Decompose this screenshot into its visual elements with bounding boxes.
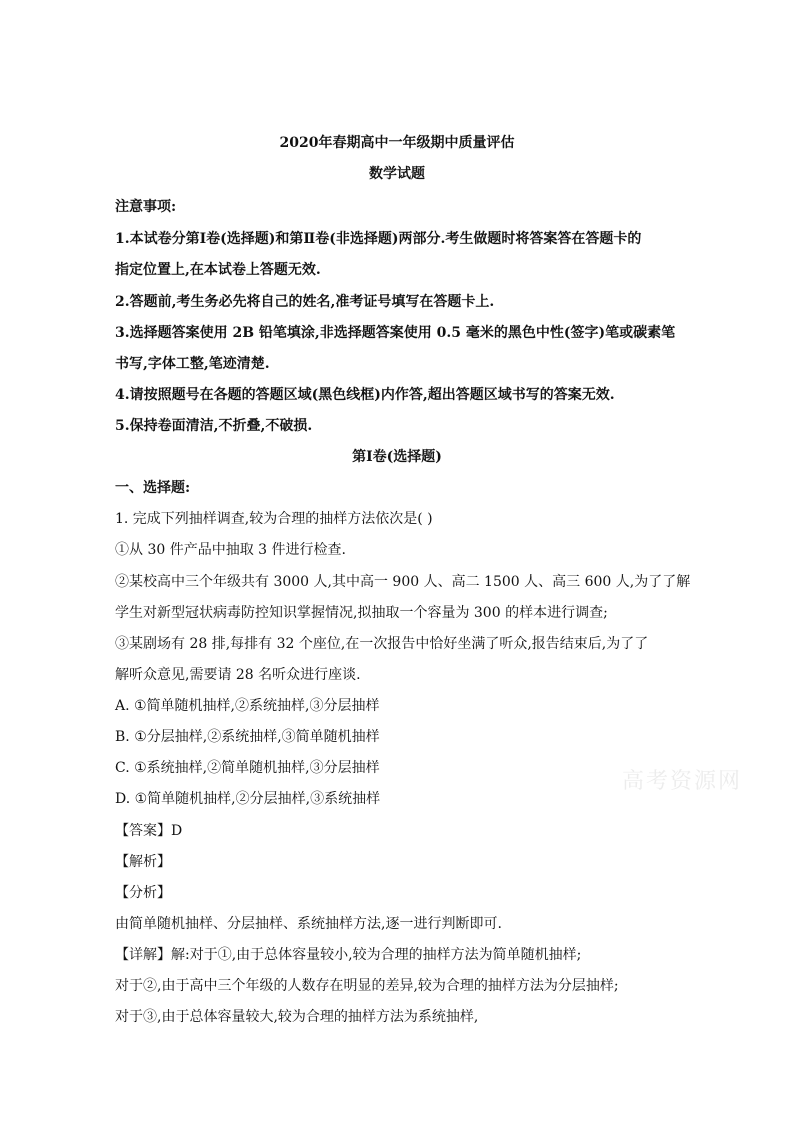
notice-line: 书写,字体工整,笔迹清楚. (115, 356, 270, 372)
detail-line: 【详解】解:对于①,由于总体容量较小,较为合理的抽样方法为简单随机抽样; (115, 947, 582, 963)
notice-line: 3.选择题答案使用 2B 铅笔填涂,非选择题答案使用 0.5 毫米的黑色中性(签字)笔或碳素笔 (115, 325, 676, 341)
notice-heading: 注意事项: (115, 199, 177, 215)
notice-line: 指定位置上,在本试卷上答题无效. (115, 262, 321, 278)
exam-title: 2020年春期高中一年级期中质量评估 (279, 135, 515, 151)
fenxi-text: 由简单随机抽样、分层抽样、系统抽样方法,逐一进行判断即可. (115, 916, 502, 932)
question-item: 学生对新型冠状病毒防控知识掌握情况,拟抽取一个容量为 300 的样本进行调查; (115, 605, 608, 621)
question-item: ①从 30 件产品中抽取 3 件进行检查. (115, 542, 346, 558)
notice-line: 2.答题前,考生务必先将自己的姓名,准考证号填写在答题卡上. (115, 294, 495, 310)
detail-line: 对于③,由于总体容量较大,较为合理的抽样方法为系统抽样, (115, 1009, 479, 1025)
question-item: ②某校高中三个年级共有 3000 人,其中高一 900 人、高二 1500 人、高三 600 人,为了了解 (115, 574, 691, 590)
notice-line: 5.保持卷面清洁,不折叠,不破损. (115, 418, 313, 434)
notice-line: 1.本试卷分第Ⅰ卷(选择题)和第Ⅱ卷(非选择题)两部分.考生做题时将答案答在答题卡的 (115, 231, 642, 247)
question-item: ③某剧场有 28 排,每排有 32 个座位,在一次报告中恰好坐满了听众,报告结束后,为了了 (115, 636, 649, 652)
question-item: 解听众意见,需要请 28 名听众进行座谈. (115, 667, 361, 683)
notice-line: 4.请按照题号在各题的答题区域(黑色线框)内作答,超出答题区域书写的答案无效. (115, 387, 615, 403)
detail-line: 对于②,由于高中三个年级的人数存在明显的差异,较为合理的抽样方法为分层抽样; (115, 978, 619, 994)
option-b: B. ①分层抽样,②系统抽样,③简单随机抽样 (115, 729, 380, 745)
part-heading: 一、选择题: (115, 480, 191, 496)
section-title: 第Ⅰ卷(选择题) (352, 449, 442, 465)
exam-subtitle: 数学试题 (369, 166, 425, 182)
option-c: C. ①系统抽样,②简单随机抽样,③分层抽样 (115, 760, 380, 776)
option-a: A. ①简单随机抽样,②系统抽样,③分层抽样 (115, 698, 380, 714)
fenxi-label: 【分析】 (115, 885, 171, 901)
question-stem: 1. 完成下列抽样调查,较为合理的抽样方法依次是( ) (115, 511, 433, 527)
option-d: D. ①简单随机抽样,②分层抽样,③系统抽样 (115, 791, 381, 807)
answer: 【答案】D (115, 823, 183, 839)
watermark: 高考资源网 (622, 769, 743, 794)
analysis-label: 【解析】 (115, 854, 171, 870)
